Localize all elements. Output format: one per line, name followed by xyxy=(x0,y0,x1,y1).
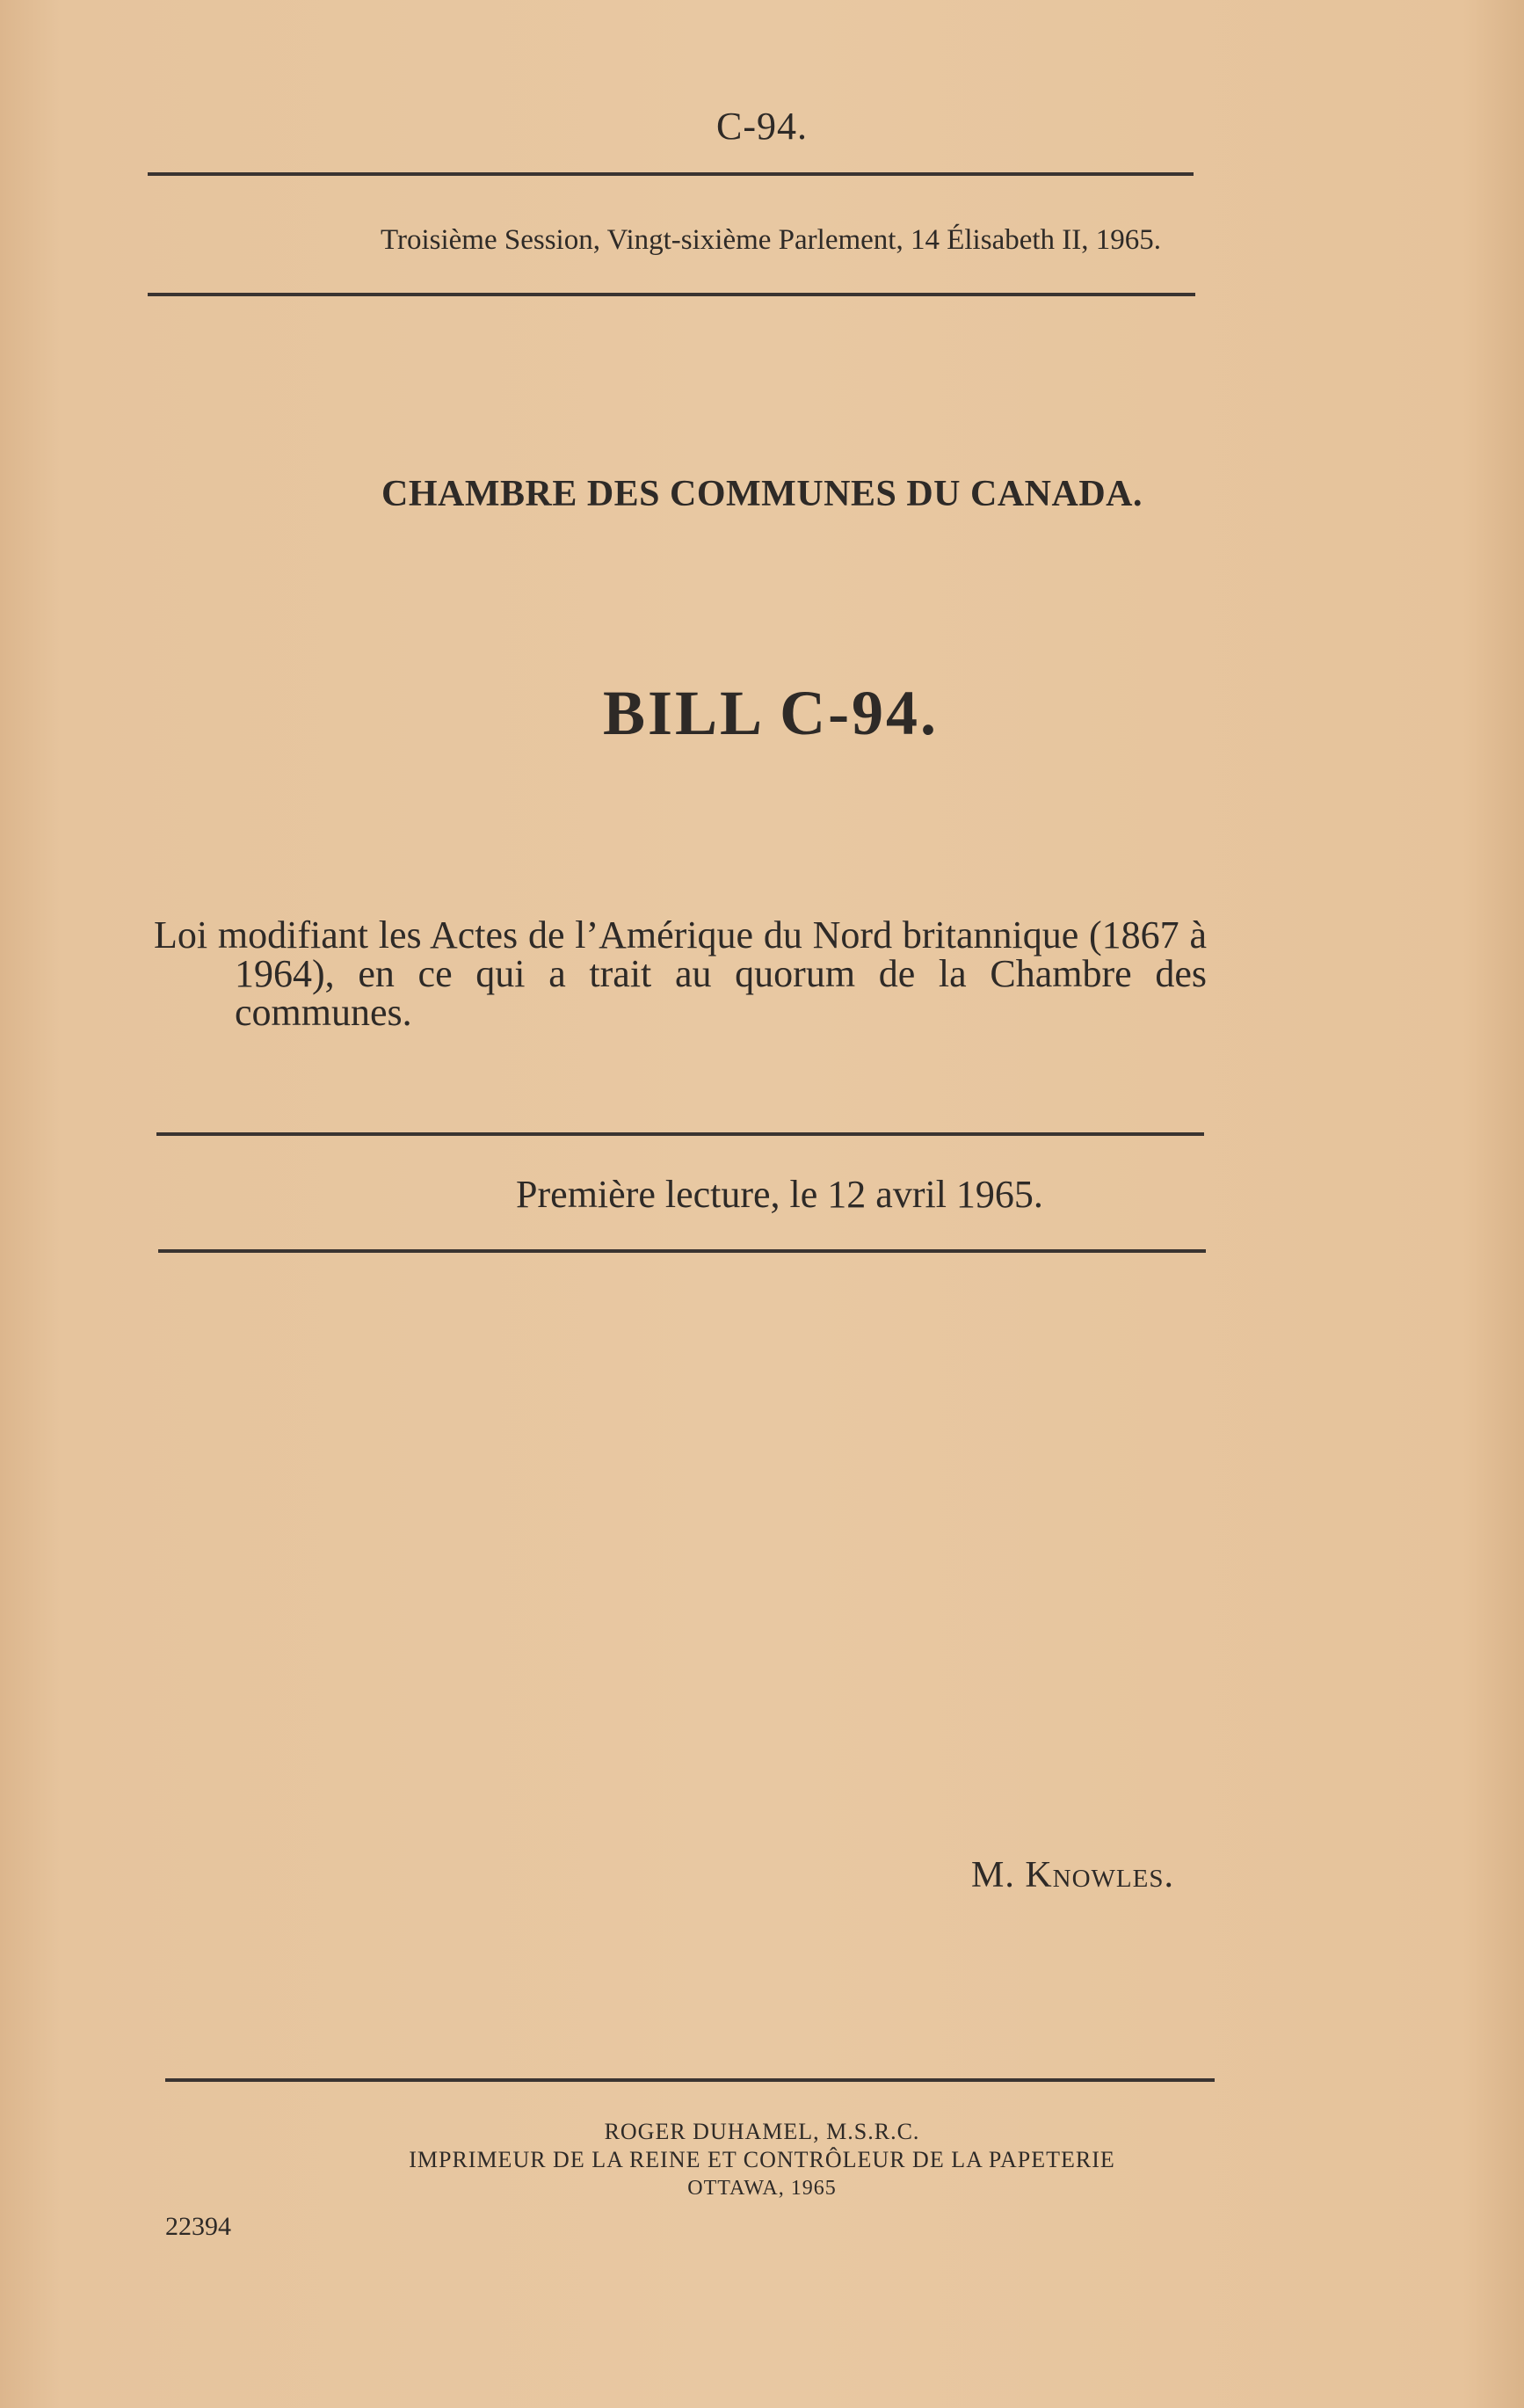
bill-description xyxy=(154,913,1207,1034)
reading-rule xyxy=(158,1249,1206,1253)
sponsor-surname: Knowles. xyxy=(1025,1855,1174,1895)
bill-title: BILL C-94. xyxy=(602,678,940,748)
printer-name: ROGER DUHAMEL, M.S.R.C. xyxy=(604,2119,920,2144)
bill-number-header: C-94. xyxy=(716,105,808,148)
sponsor-initial: M. xyxy=(970,1855,1015,1895)
session-line: Troisième Session, Vingt-sixième Parlement, 14 Élisabeth II, 1965. xyxy=(380,224,1162,256)
footer-rule xyxy=(165,2078,1215,2082)
printer-title: IMPRIMEUR DE LA REINE ET CONTRÔLEUR DE LA PAPETERIE xyxy=(409,2147,1115,2172)
job-number: 22394 xyxy=(165,2212,231,2241)
session-rule xyxy=(148,293,1195,296)
printer-city: OTTAWA, 1965 xyxy=(687,2177,837,2200)
description-rule xyxy=(156,1132,1204,1136)
house-name: CHAMBRE DES COMMUNES DU CANADA. xyxy=(381,474,1143,514)
bill-description-text: Loi modifiant les Actes de l’Amérique du Nord britannique (1867 à 1964), en ce qui a trait au quorum de la Chambre des communes. xyxy=(154,913,1207,1034)
sponsor-name xyxy=(971,1854,1174,1896)
first-reading: Première lecture, le 12 avril 1965. xyxy=(516,1173,1043,1216)
top-rule xyxy=(148,172,1194,176)
